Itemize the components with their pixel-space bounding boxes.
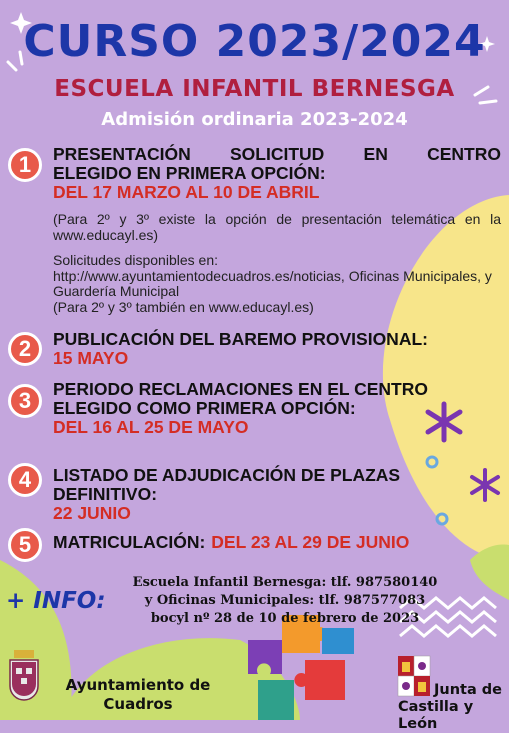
step-3-date: DEL 16 AL 25 DE MAYO: [53, 417, 249, 437]
school-name: ESCUELA INFANTIL BERNESGA: [54, 76, 455, 102]
step-3-heading-line1: PERIODO RECLAMACIONES EN EL CENTRO: [53, 379, 428, 399]
ayuntamiento-line1: Ayuntamiento de: [65, 676, 211, 694]
step-1: [53, 145, 501, 315]
step-5-heading: MATRICULACIÓN:: [53, 532, 206, 552]
step-2-heading: PUBLICACIÓN DEL BAREMO PROVISIONAL:: [53, 329, 428, 349]
contact-office-phone: y Oficinas Municipales: tlf. 987577083: [144, 593, 426, 608]
step-4-date: 22 JUNIO: [53, 503, 131, 523]
step-4-heading-line1: LISTADO DE ADJUDICACIÓN DE PLAZAS: [53, 465, 401, 485]
step-3: [53, 380, 501, 437]
ayuntamiento-line2: Cuadros: [103, 695, 173, 713]
contact-info: [120, 574, 450, 628]
step-1-note-availability-educayl: (Para 2º y 3º también en www.educayl.es): [53, 298, 314, 315]
step-number-1: 1: [8, 148, 42, 182]
coat-of-arms-icon: [6, 648, 42, 710]
step-1-heading-line2: ELEGIDO EN PRIMERA OPCIÓN:: [53, 163, 326, 183]
step-1-note-telematic: (Para 2º y 3º existe la opción de presentación telemática en la www.educayl.es): [53, 211, 501, 243]
step-2-date: 15 MAYO: [53, 348, 129, 368]
step-5: [53, 533, 501, 552]
step-number-4: 4: [8, 463, 42, 497]
junta-name: [398, 682, 506, 733]
step-4-heading-line2: DEFINITIVO:: [53, 484, 158, 504]
step-1-heading-line1: PRESENTACIÓN SOLICITUD EN CENTRO: [53, 144, 501, 164]
contact-school-phone: Escuela Infantil Bernesga: tlf. 987580140: [132, 575, 438, 590]
step-4: [53, 466, 501, 523]
info-label: + INFO:: [6, 588, 106, 614]
step-number-3: 3: [8, 384, 42, 418]
step-3-heading-line2: ELEGIDO COMO PRIMERA OPCIÓN:: [53, 398, 356, 418]
junta-line1: Junta de: [434, 682, 503, 698]
step-1-note-availability-title: Solicitudes disponibles en:: [53, 252, 218, 268]
step-1-note-availability-places: http://www.ayuntamientodecuadros.es/noticias, Oficinas Municipales, y Guardería Municipal: [53, 267, 492, 299]
contact-bocyl: bocyl nº 28 de 10 de febrero de 2023: [150, 611, 420, 626]
page-title: CURSO 2023/2024: [23, 16, 486, 67]
admission-subtitle: Admisión ordinaria 2023-2024: [101, 109, 408, 130]
ayuntamiento-name: [48, 676, 228, 714]
step-1-date: DEL 17 MARZO AL 10 DE ABRIL: [53, 182, 320, 202]
junta-line2: Castilla y León: [398, 699, 474, 732]
step-number-5: 5: [8, 528, 42, 562]
step-2: [53, 330, 501, 368]
step-number-2: 2: [8, 332, 42, 366]
step-5-date: DEL 23 AL 29 DE JUNIO: [211, 532, 410, 552]
